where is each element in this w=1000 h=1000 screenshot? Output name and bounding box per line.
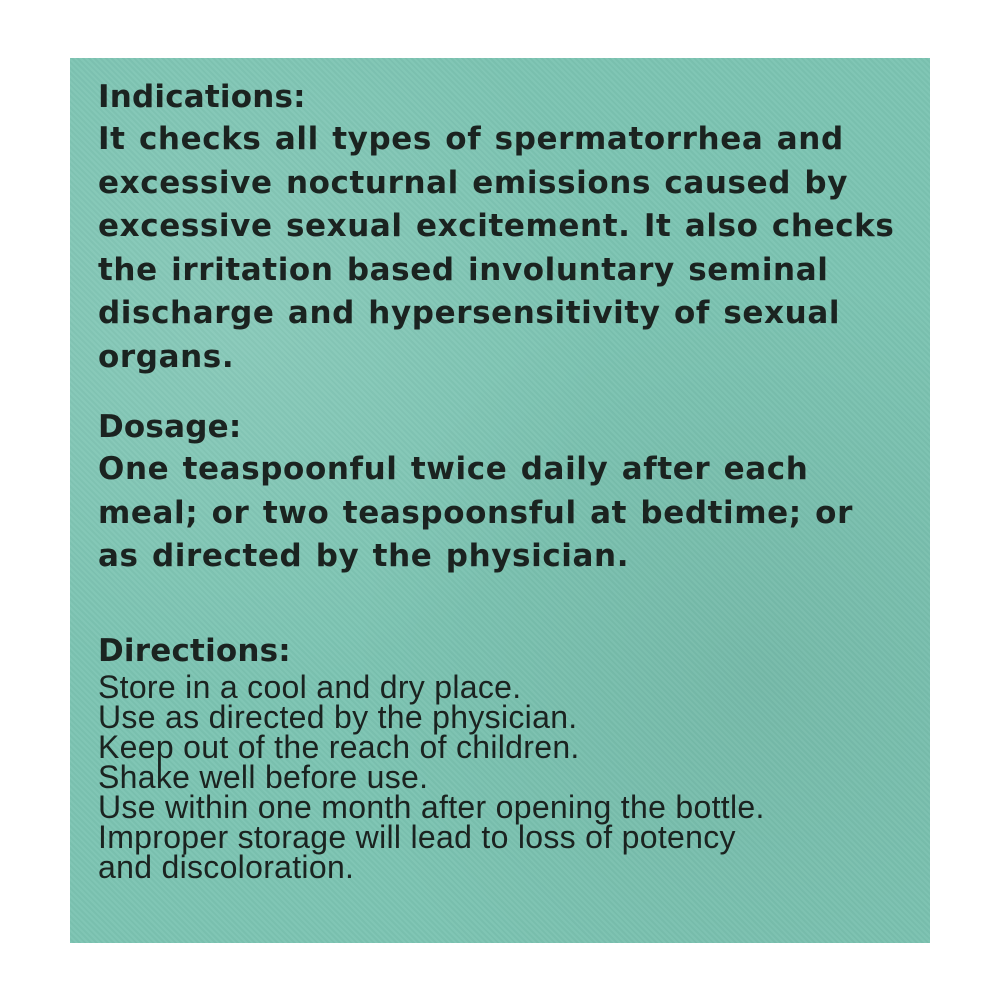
label-content <box>98 76 906 885</box>
dosage-line: as directed by the physician. <box>98 538 630 574</box>
directions-list <box>98 668 906 885</box>
indications-line: discharge and hypersensitivity of sexual <box>98 295 841 331</box>
directions-item: Use as directed by the physician. <box>98 698 578 735</box>
directions-item: Store in a cool and dry place. <box>98 668 522 705</box>
directions-item: Shake well before use. <box>98 758 429 795</box>
dosage-text <box>98 448 906 579</box>
indications-line: It checks all types of spermatorrhea and <box>98 121 844 157</box>
indications-heading: Indications: <box>98 79 306 115</box>
dosage-line: meal; or two teaspoonsful at bedtime; or <box>98 494 853 531</box>
dosage-line: One teaspoonful twice daily after each <box>98 451 809 487</box>
indications-line: excessive sexual excitement. It also checks <box>98 208 895 244</box>
directions-item: Keep out of the reach of children. <box>98 728 580 765</box>
directions-item: and discoloration. <box>98 848 355 885</box>
directions-heading: Directions: <box>98 632 291 669</box>
indications-line: excessive nocturnal emissions caused by <box>98 164 849 201</box>
indications-line: organs. <box>98 338 235 375</box>
indications-line: the irritation based involuntary seminal <box>98 251 829 288</box>
directions-item: Improper storage will lead to loss of potency <box>98 818 736 855</box>
dosage-heading: Dosage: <box>98 409 242 445</box>
directions-item: Use within one month after opening the bottle. <box>98 788 765 825</box>
product-label-panel <box>70 58 930 943</box>
indications-text <box>98 118 906 379</box>
